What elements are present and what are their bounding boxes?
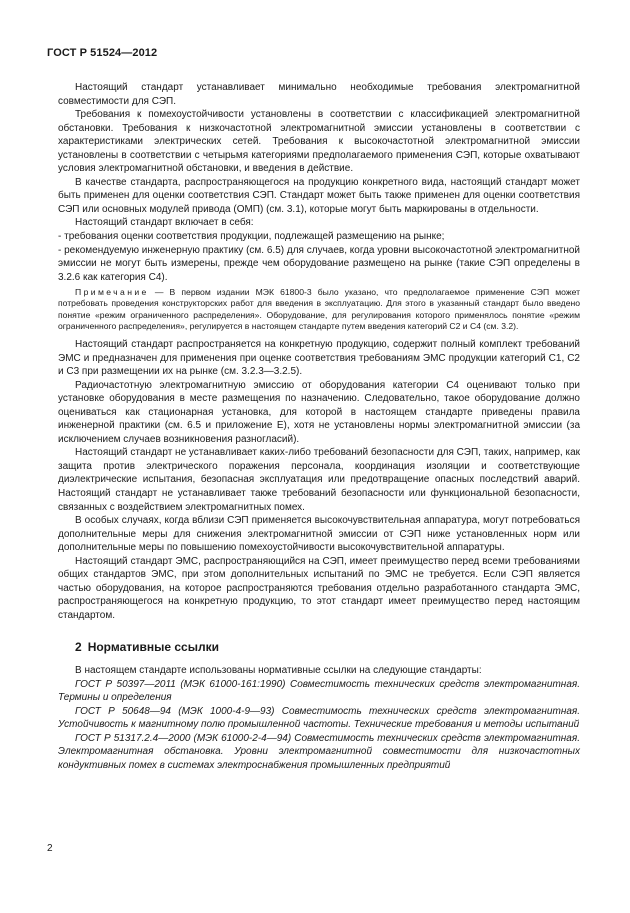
- section-title: Нормативные ссылки: [87, 639, 219, 654]
- note-label: Примечание: [75, 287, 149, 298]
- document-code-header: ГОСТ Р 51524—2012: [47, 47, 158, 59]
- includes-item: - рекомендуемую инженерную практику (см. 6.5) для случаев, когда уровни высокочастотной электромагнитной эмиссии не могут быть измерены, прежде чем оборудование размещено на рынке (такие СЭП определены в 3.2.6 как категория С4).: [58, 244, 580, 283]
- scope-paragraph: Радиочастотную электромагнитную эмиссию от оборудования категории С4 оценивают только при установке оборудования в месте размещения по назначению. Следовательно, такое оборудование должно оцениваться как стационарная установка, для которой в настоящем стандарте приведены правила инженерной практики (см. 6.5 и приложение Е), хотя не установлены нормы электромагнитной эмиссии (за исключением случаев возникновения разногласий).: [58, 379, 580, 445]
- document-body: [58, 81, 580, 772]
- reference-item: ГОСТ Р 50397—2011 (МЭК 61000-161:1990) Совместимость технических средств электромагнитная. Термины и определения: [58, 678, 580, 704]
- reference-item: ГОСТ Р 51317.2.4—2000 (МЭК 61000-2-4—94) Совместимость технических средств электромагнитная. Электромагнитная обстановка. Уровни электромагнитной совместимости для низкочастотных кондуктивных помех в системах электроснабжения промышленных предприятий: [58, 732, 580, 771]
- reference-item: ГОСТ Р 50648—94 (МЭК 1000-4-9—93) Совместимость технических средств электромагнитная. Устойчивость к магнитному полю промышленной частоты. Технические требования и методы испытаний: [58, 705, 580, 731]
- section-number: 2: [75, 639, 82, 654]
- intro-paragraph: Настоящий стандарт включает в себя:: [75, 217, 254, 229]
- section-heading: [58, 641, 580, 655]
- includes-item: - требования оценки соответствия продукции, подлежащей размещению на рынке;: [58, 231, 445, 243]
- scope-paragraph: Настоящий стандарт ЭМС, распространяющийся на СЭП, имеет преимущество перед всеми требованиями общих стандартов ЭМС, при этом дополнительных испытаний по ЭМС не требуется. Если СЭП является частью оборудования, на которое распространяются требования отдельно разработанного стандарта ЭМС, распространяющегося на конкретную продукцию, то этот стандарт имеет преимущество перед настоящим стандартом.: [58, 555, 580, 621]
- intro-paragraph: Требования к помехоустойчивости установлены в соответствии с классификацией электромагнитной обстановки. Требования к низкочастотной электромагнитной эмиссии установлены в соответствии с характеристиками электрических сетей. Требования к высокочастотной электромагнитной эмиссии установлены в соответствии с четырьмя категориями предполагаемого применения СЭП, которые охватывают условия электромагнитной обстановки, и введения в действие.: [58, 109, 580, 175]
- page-number: 2: [47, 843, 53, 854]
- note-paragraph: [58, 287, 580, 332]
- intro-paragraph: В качестве стандарта, распространяющегося на продукцию конкретного вида, настоящий стандарт может быть применен для оценки соответствия СЭП. Стандарт может быть также применен для оценки соответствия СЭП или основных модулей привода (ОМП) (см. 3.1), которые могут быть маркированы в отдельности.: [58, 176, 580, 215]
- scope-paragraph: Настоящий стандарт распространяется на конкретную продукцию, содержит полный комплект требований ЭМС и предназначен для применения при оценке соответствия требованиям ЭМС продукции категорий С1, С2 и С3 при размещении их на рынке (см. 3.2.3—3.2.5).: [58, 339, 580, 378]
- scope-paragraph: В особых случаях, когда вблизи СЭП применяется высокочувствительная аппаратура, могут потребоваться дополнительные меры для снижения электромагнитной эмиссии от СЭП ниже установленных норм или дополнительные меры по повышению помехоустойчивости высокочувствительной аппаратуры.: [58, 515, 580, 554]
- intro-paragraph: Настоящий стандарт устанавливает минимально необходимые требования электромагнитной совместимости для СЭП.: [58, 82, 580, 107]
- note-text: — В первом издании МЭК 61800-3 было указано, что предполагаемое применение СЭП может потребовать проведения конструкторских работ для введения в эксплуатацию. Для этого в указанный стандарт было введено понятие «режим ограниченного распределения». Оборудование, для регулирования которого применялось понятие «режим ограниченного распределения», регулируется в настоящем стандарте путем введения категорий С2 и С4 (см. 3.2).: [58, 287, 580, 331]
- references-lead: В настоящем стандарте использованы нормативные ссылки на следующие стандарты:: [75, 665, 482, 677]
- scope-paragraph: Настоящий стандарт не устанавливает каких-либо требований безопасности для СЭП, таких, например, как защита против электрического поражения персонала, координация изоляции и соответствующие диэлектрические испытания, безопасная эксплуатация или предотвращение опасных последствий аварий. Настоящий стандарт не устанавливает также требований безопасности или функциональной безопасности, связанных с воздействием электромагнитных помех.: [58, 447, 580, 513]
